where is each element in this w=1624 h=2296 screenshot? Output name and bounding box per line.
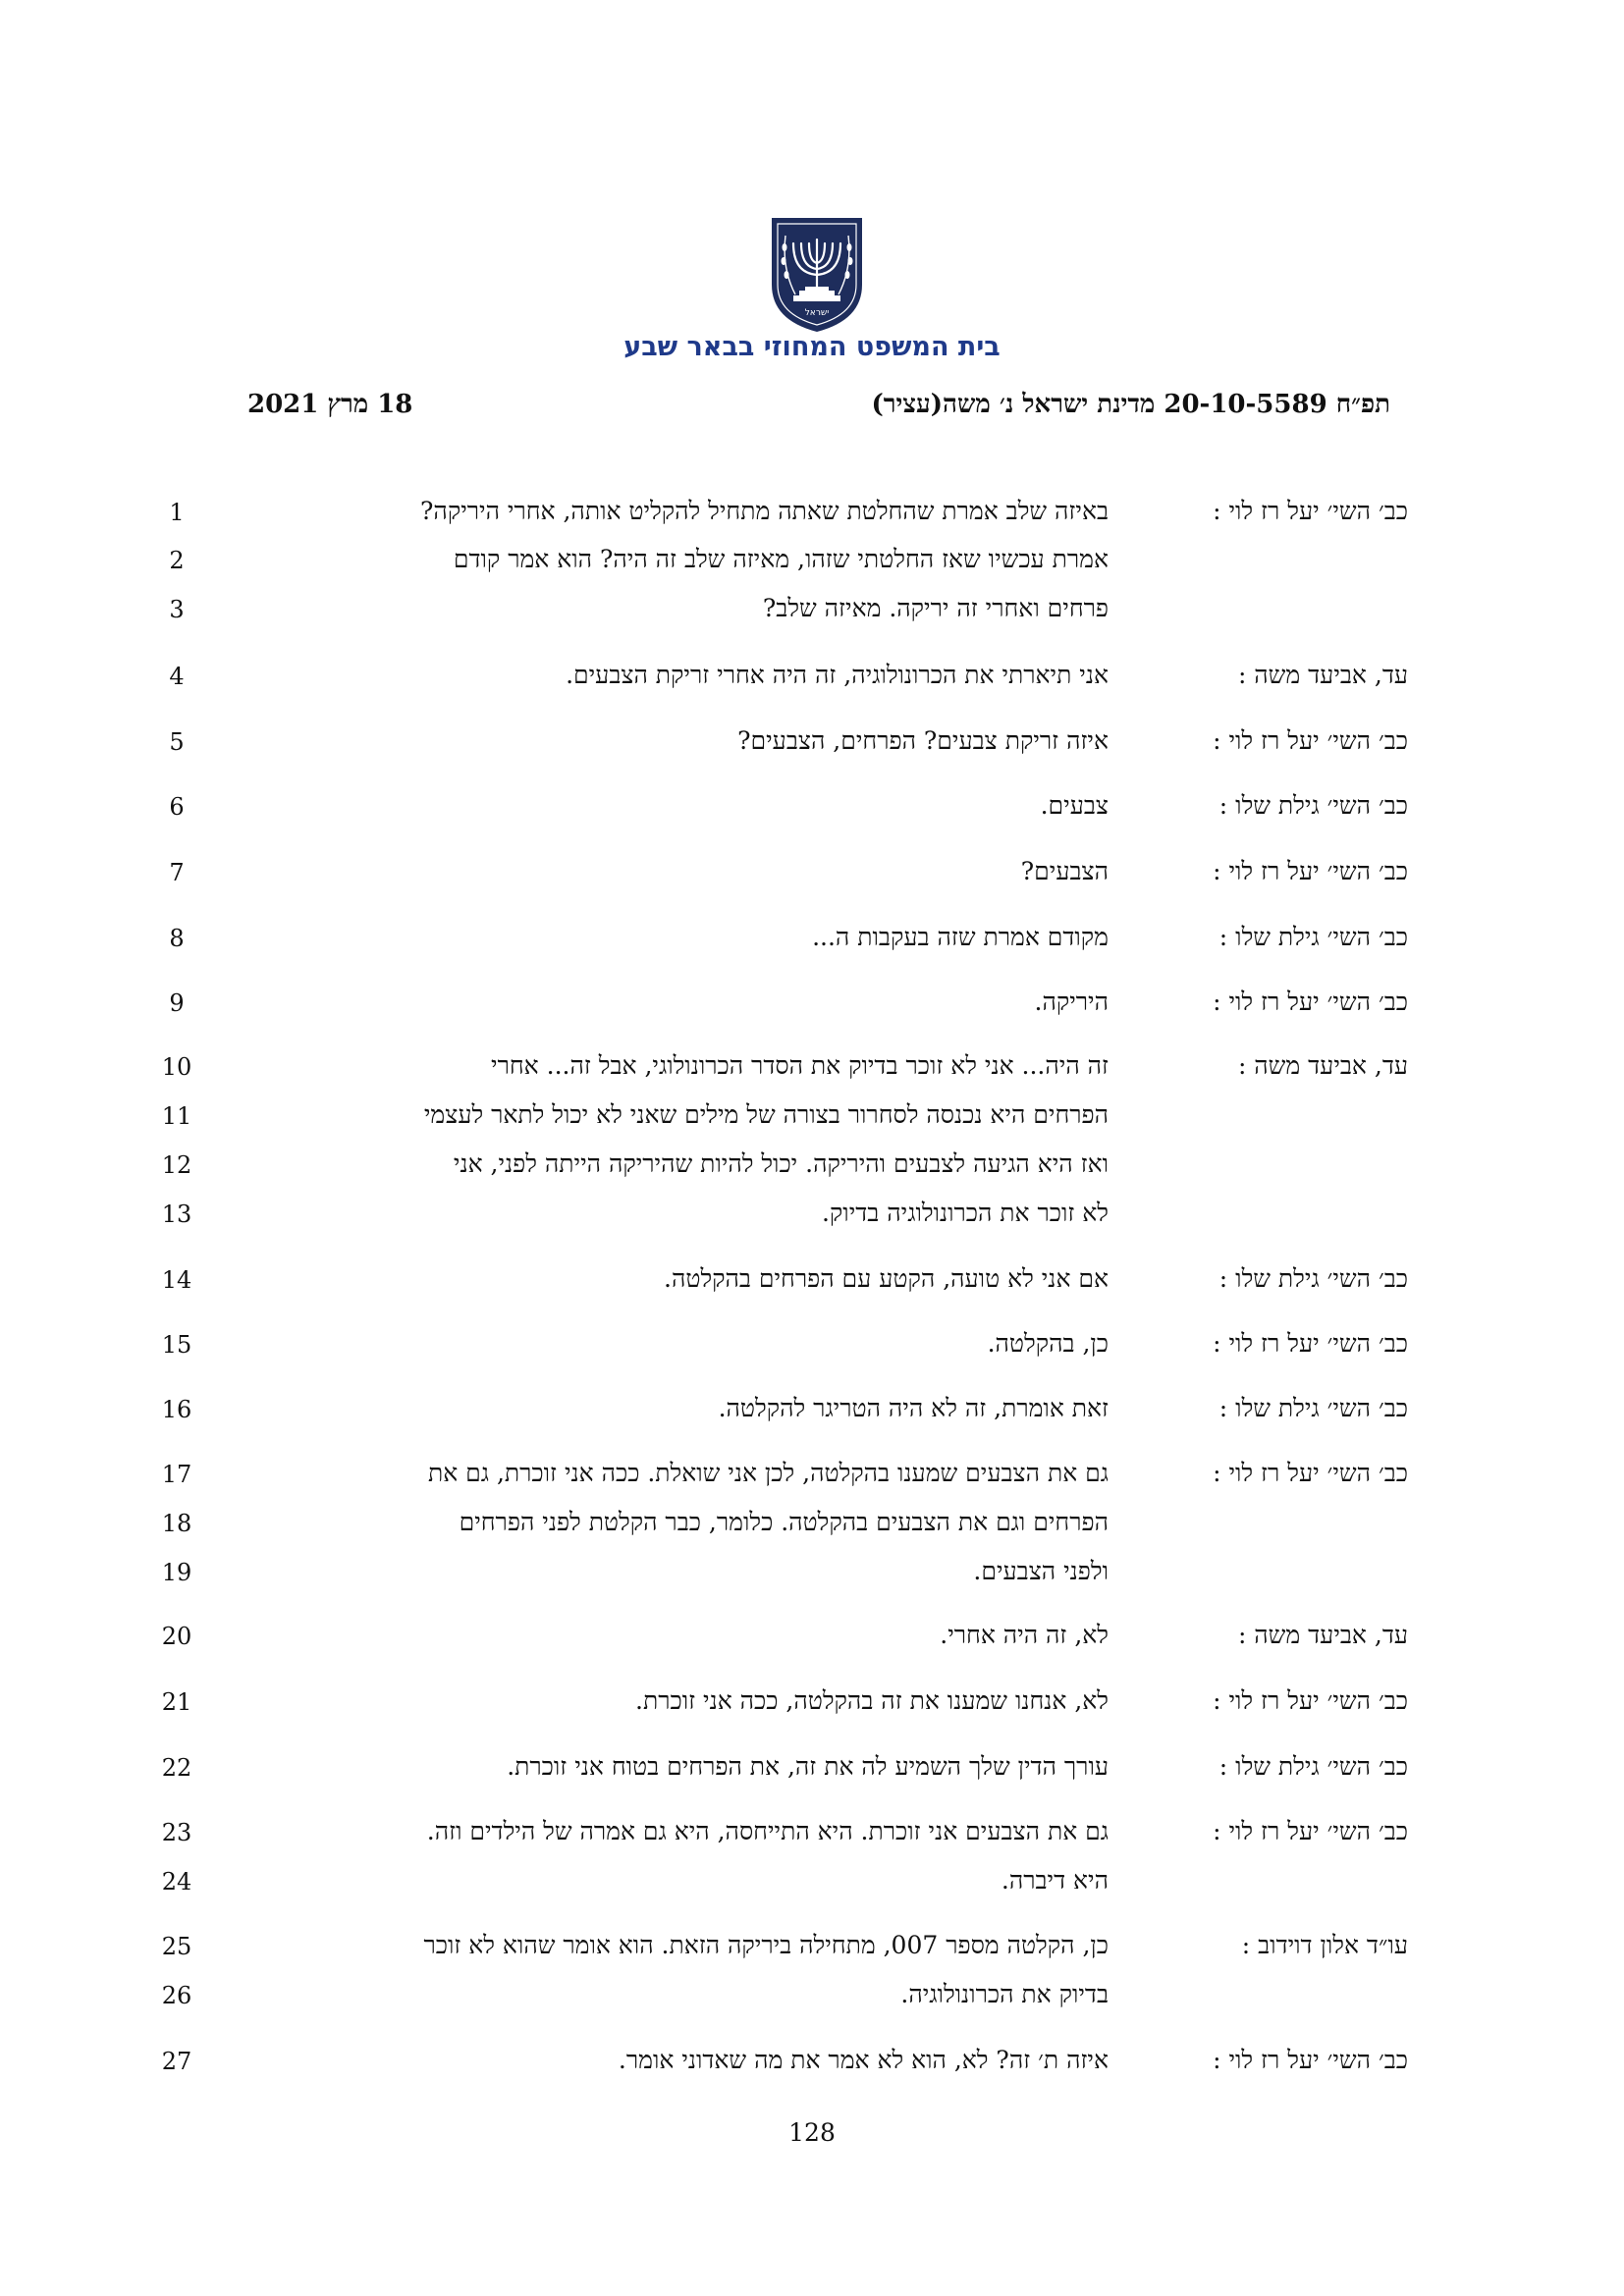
line-number: 9	[169, 989, 185, 1017]
line-number: 26	[161, 1982, 192, 2009]
transcript-line: באיזה שלב אמרת שהחלטת שאתה מתחיל להקליט אותה, אחרי היריקה?	[420, 497, 1109, 525]
transcript-line: איזה זריקת צבעים? הפרחים, הצבעים?	[737, 726, 1109, 755]
line-number: 1	[169, 499, 185, 526]
transcript-line: כן, בהקלטה.	[987, 1329, 1109, 1358]
line-number: 4	[169, 663, 185, 690]
transcript-line: כן, הקלטה מספר 007, מתחילה ביריקה הזאת. הוא אומר שהוא לא זוכר	[423, 1931, 1109, 1959]
line-number: 16	[161, 1396, 192, 1423]
speaker-label: כב׳ השי׳ גילת שלו :	[1218, 1264, 1408, 1293]
speaker-label: כב׳ השי׳ יעל רז לוי :	[1213, 988, 1408, 1016]
emblem-text: ישראל	[804, 308, 830, 318]
transcript-line: אמרת עכשיו שאז החלטתי שזהו, מאיזה שלב זה היה? הוא אמר קודם	[453, 545, 1109, 573]
line-number: 14	[161, 1266, 192, 1294]
speaker-label: כב׳ השי׳ יעל רז לוי :	[1213, 1686, 1408, 1715]
transcript-line: בדיוק את הכרונולוגיה.	[900, 1980, 1109, 2008]
speaker-label: כב׳ השי׳ גילת שלו :	[1218, 1752, 1408, 1781]
transcript-line: איזה ת׳ זה? לא, הוא לא אמר את מה שאדוני אומר.	[618, 2046, 1109, 2074]
speaker-label: כב׳ השי׳ יעל רז לוי :	[1213, 1459, 1408, 1487]
transcript-line: גם את הצבעים שמענו בהקלטה, לכן אני שואלת. ככה אני זוכרת, גם את	[427, 1459, 1109, 1487]
speaker-label: כב׳ השי׳ גילת שלו :	[1218, 791, 1408, 820]
transcript-line: מקודם אמרת שזה בעקבות ה...	[812, 923, 1109, 951]
transcript-line: זה היה... אני לא זוכר בדיוק את הסדר הכרונולוגי, אבל זה... אחרי	[491, 1051, 1109, 1080]
speaker-label: עו״ד אלון דוידוב :	[1241, 1931, 1408, 1959]
speaker-label: כב׳ השי׳ גילת שלו :	[1218, 1394, 1408, 1422]
line-number: 13	[161, 1201, 192, 1228]
page-number: 128	[788, 2118, 836, 2147]
transcript-line: לא, זה היה אחרי.	[940, 1621, 1109, 1649]
line-number: 8	[169, 925, 185, 952]
speaker-label: כב׳ השי׳ גילת שלו :	[1218, 923, 1408, 951]
speaker-label: עד, אביעד משה :	[1237, 1621, 1408, 1649]
speaker-label: כב׳ השי׳ יעל רז לוי :	[1213, 857, 1408, 885]
line-number: 23	[161, 1819, 192, 1846]
line-number: 2	[169, 547, 185, 574]
transcript-line: פרחים ואחרי זה יריקה. מאיזה שלב?	[762, 594, 1109, 622]
transcript-line: אם אני לא טועה, הקטע עם הפרחים בהקלטה.	[664, 1264, 1109, 1293]
transcript-line: עורך הדין שלך השמיע לה את זה, את הפרחים בטוח אני זוכרת.	[507, 1752, 1109, 1781]
transcript-line: הצבעים?	[1020, 857, 1109, 885]
speaker-label: עד, אביעד משה :	[1237, 1051, 1408, 1080]
transcript-line: גם את הצבעים אני זוכרת. היא התייחסה, היא גם אמרה של הילדים וזה.	[426, 1817, 1109, 1845]
transcript-line: הפרחים וגם את הצבעים בהקלטה. כלומר, כבר הקלטת לפני הפרחים	[459, 1508, 1109, 1536]
transcript-line: זאת אומרת, זה לא היה הטריגר להקלטה.	[718, 1394, 1109, 1422]
transcript-line: ולפני הצבעים.	[973, 1557, 1109, 1585]
speaker-label: כב׳ השי׳ יעל רז לוי :	[1213, 2046, 1408, 2074]
line-number: 27	[161, 2048, 192, 2075]
line-number: 5	[169, 728, 185, 756]
case-title: תפ״ח 20-10-5589 מדינת ישראל נ׳ משה(עציר)	[871, 390, 1390, 419]
speaker-label: כב׳ השי׳ יעל רז לוי :	[1213, 1817, 1408, 1845]
speaker-label: כב׳ השי׳ יעל רז לוי :	[1213, 497, 1408, 525]
transcript-line: אני תיארתי את הכרונולוגיה, זה היה אחרי זריקת הצבעים.	[566, 661, 1109, 689]
line-number: 6	[169, 793, 185, 821]
transcript-line: צבעים.	[1040, 791, 1109, 820]
transcript-line: היריקה.	[1034, 988, 1109, 1016]
line-number: 3	[169, 596, 185, 623]
line-number: 25	[161, 1933, 192, 1960]
line-number: 19	[161, 1559, 192, 1586]
transcript-line: הפרחים היא נכנסה לסחרור בצורה של מילים שאני לא יכול לתאר לעצמי	[423, 1100, 1109, 1129]
transcript-line: לא, אנחנו שמענו את זה בהקלטה, ככה אני זוכרת.	[635, 1686, 1109, 1715]
transcript-line: לא זוכר את הכרונולוגיה בדיוק.	[821, 1199, 1109, 1227]
line-number: 24	[161, 1868, 192, 1896]
line-number: 17	[161, 1461, 192, 1488]
hearing-date: 18 מרץ 2021	[247, 390, 413, 419]
transcript-line: ואז היא הגיעה לצבעים והיריקה. יכול להיות שהיריקה הייתה לפני, אני	[453, 1149, 1109, 1178]
line-number: 20	[161, 1623, 192, 1650]
line-number: 22	[161, 1754, 192, 1782]
line-number: 18	[161, 1510, 192, 1537]
line-number: 21	[161, 1688, 192, 1716]
speaker-label: כב׳ השי׳ יעל רז לוי :	[1213, 726, 1408, 755]
line-number: 11	[161, 1102, 192, 1130]
transcript-line: היא דיברה.	[1001, 1866, 1109, 1895]
line-number: 10	[161, 1053, 192, 1081]
line-number: 12	[161, 1151, 192, 1179]
court-name: בית המשפט המחוזי בבאר שבע	[623, 332, 1001, 362]
line-number: 7	[169, 859, 185, 886]
line-number: 15	[161, 1331, 192, 1359]
speaker-label: כב׳ השי׳ יעל רז לוי :	[1213, 1329, 1408, 1358]
speaker-label: עד, אביעד משה :	[1237, 661, 1408, 689]
